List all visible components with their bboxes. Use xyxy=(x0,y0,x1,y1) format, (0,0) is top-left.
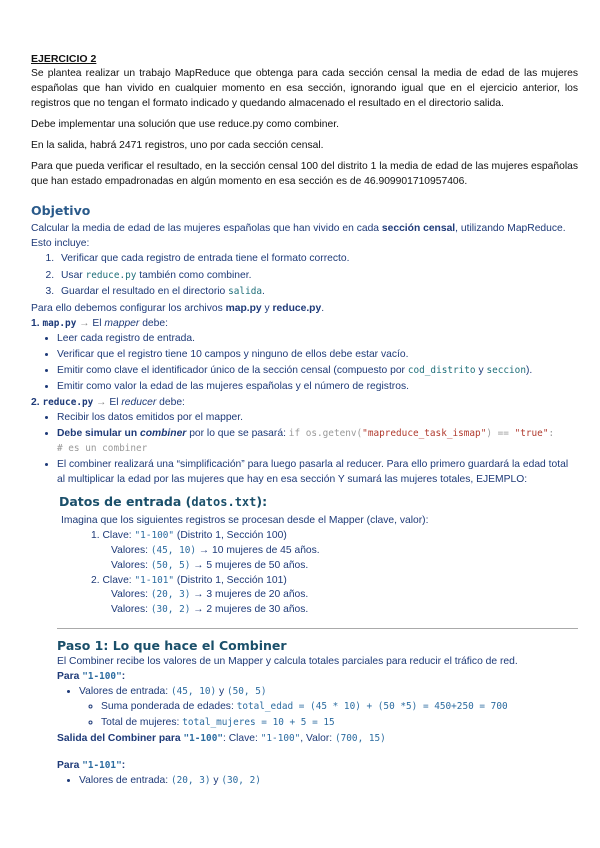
valor-code: (45, 10) xyxy=(170,686,217,698)
reducer-label-italic: reducer xyxy=(121,396,157,408)
mapper-list xyxy=(57,332,578,395)
code-getenv: if os.getenv( xyxy=(288,427,363,439)
code-colon: : xyxy=(548,427,555,439)
objetivo-step xyxy=(57,252,578,267)
mapper-item: • Leer cada registro de entrada. xyxy=(57,332,578,347)
reducer-item-text: por lo que se pasará: xyxy=(186,427,289,439)
entry-clave-desc: (Distrito 1, Sección 100) xyxy=(174,529,287,541)
mapper-item xyxy=(57,364,578,379)
datos-heading xyxy=(59,493,578,511)
salida-valor-label: , Valor: xyxy=(300,733,335,745)
reducer-item-combiner: combiner xyxy=(139,427,187,439)
datos-heading-file: datos.txt xyxy=(191,495,257,510)
valor-code: (50, 5) xyxy=(150,559,191,571)
valor-label: Valores: xyxy=(111,544,151,556)
valor-code: (20, 3) xyxy=(150,589,191,601)
mapper-heading xyxy=(31,317,578,332)
reducer-item: • Recibir los datos emitidos por el mapper. xyxy=(57,411,578,426)
para-code: "1-101" xyxy=(82,759,122,771)
step-code: reduce.py xyxy=(85,269,137,281)
paso1-total xyxy=(101,716,578,731)
datos-intro: Imagina que los siguientes registros se procesan desde el Mapper (clave, valor): xyxy=(61,514,429,526)
datos-heading-tail: ): xyxy=(256,494,268,510)
mapper-label: El xyxy=(92,318,105,330)
paso1-para-100 xyxy=(57,670,578,685)
entry-clave-label: Clave: xyxy=(102,529,135,541)
suma-code: total_edad = (45 * 10) + (50 *5) = 450+250 = 700 xyxy=(236,701,508,713)
para-colon: : xyxy=(121,759,126,771)
reducer-label-tail: debe: xyxy=(156,396,185,408)
config-file-reduce: reduce.py xyxy=(272,303,322,315)
total-code: total_mujeres = 10 + 5 = 15 xyxy=(182,717,335,729)
step-text: Usar xyxy=(61,269,86,281)
code-eq: ) == xyxy=(486,427,515,439)
reducer-file: reduce.py xyxy=(42,396,94,408)
valor-desc: → 10 mujeres de 45 años. xyxy=(196,544,320,556)
exercise-paragraph-1: Se plantea realizar un trabajo MapReduce que obtenga para cada sección censal la media de edad de las mujeres españolas que han vivido en cualquier momento en esa sección, ignorando igual que en el ejercicio anterior, los registros que no tengan el formato indicado y quedando almacenado el resultado en el directorio salida. xyxy=(31,68,578,110)
paso1-suma xyxy=(101,700,578,715)
objetivo-steps xyxy=(57,252,578,301)
objetivo-intro-bold: sección censal xyxy=(381,222,456,234)
datos-valor xyxy=(111,603,578,618)
valor-code: (30, 2) xyxy=(221,774,261,786)
exercise-paragraph-2: Debe implementar una solución que use reduce.py como combiner. xyxy=(31,118,339,130)
para-label: Para xyxy=(57,671,83,683)
datos-entry xyxy=(91,529,578,544)
valor-code: (50, 5) xyxy=(227,686,267,698)
salida-clave-label: : Clave: xyxy=(222,733,261,745)
datos-valor xyxy=(111,588,578,603)
mapper-item-end: ). xyxy=(525,365,533,377)
reducer-item xyxy=(57,427,578,457)
arrow-icon: → xyxy=(96,396,107,408)
objetivo-step xyxy=(57,269,578,284)
mapper-label-italic: mapper xyxy=(104,318,140,330)
step-text-tail: también como combiner. xyxy=(136,269,252,281)
valor-code: (30, 2) xyxy=(150,604,191,616)
reducer-item-bold: Debe simular un xyxy=(57,427,140,439)
exercise-paragraph-4: Para que pueda verificar el resultado, en la sección censal 100 del distrito 1 la media de edad de las mujeres españolas que han estado empadronadas en algún momento en esa sección es de 46.909901710957406. xyxy=(31,160,578,187)
paso1-list xyxy=(79,685,578,731)
datos-valor xyxy=(111,544,578,559)
arrow-icon: → xyxy=(79,318,90,330)
valor-code: (20, 3) xyxy=(170,774,211,786)
salida-label: Salida del Combiner para xyxy=(57,733,184,745)
mapper-label-tail: debe: xyxy=(139,318,168,330)
valor-desc: → 3 mujeres de 20 años. xyxy=(190,589,309,601)
step-text: Guardar el resultado en el directorio xyxy=(61,286,229,298)
config-text-end: . xyxy=(321,303,325,315)
valor-and: y xyxy=(216,686,227,698)
reducer-number: 2. xyxy=(31,396,40,408)
step-text: Verificar que cada registro de entrada tiene el formato correcto. xyxy=(61,252,350,264)
config-file-map: map.py xyxy=(225,303,262,315)
code-cod-distrito: cod_distrito xyxy=(407,365,476,377)
valores-label: Valores de entrada: xyxy=(79,774,171,786)
datos-valor xyxy=(111,559,578,574)
paso1-para-101 xyxy=(57,759,578,774)
suma-label: Suma ponderada de edades: xyxy=(101,701,237,713)
paso1-list-2 xyxy=(79,774,578,789)
para-colon: : xyxy=(121,671,126,683)
step-code: salida xyxy=(228,286,263,298)
entry-number: 1. xyxy=(91,529,100,541)
paso1-sublist xyxy=(101,700,578,731)
entry-clave-label: Clave: xyxy=(102,574,135,586)
salida-clave: "1-100" xyxy=(260,733,301,745)
divider xyxy=(57,628,578,629)
reducer-label: El xyxy=(109,396,122,408)
valor-label: Valores: xyxy=(111,604,151,616)
objetivo-step xyxy=(57,285,578,300)
mapper-number: 1. xyxy=(31,318,40,330)
exercise-paragraph-3: En la salida, habrá 2471 registros, uno por cada sección censal. xyxy=(31,139,324,151)
config-text: Para ello debemos configurar los archivos xyxy=(31,303,226,315)
entry-clave-code: "1-100" xyxy=(134,529,175,541)
paso1-salida xyxy=(57,732,578,747)
total-label: Total de mujeres: xyxy=(101,717,183,729)
valor-label: Valores: xyxy=(111,589,151,601)
valor-label: Valores: xyxy=(111,559,151,571)
step-text-tail: . xyxy=(262,286,265,298)
datos-heading-text: Datos de entrada ( xyxy=(59,494,192,510)
valores-label: Valores de entrada: xyxy=(79,686,171,698)
entry-number: 2. xyxy=(91,574,100,586)
paso1-intro: El Combiner recibe los valores de un Mapper y calcula totales parciales para reducir el tráfico de red. xyxy=(57,656,518,668)
paso1-heading: Paso 1: Lo que hace el Combiner xyxy=(57,638,287,654)
para-label: Para xyxy=(57,759,83,771)
mapper-item-text: Emitir como clave el identificador único de la sección censal (compuesto por xyxy=(57,365,408,377)
valor-desc: → 2 mujeres de 30 años. xyxy=(190,604,309,616)
paso1-valores xyxy=(79,685,578,731)
reducer-list xyxy=(57,411,578,488)
objetivo-config xyxy=(31,302,578,317)
datos-entry xyxy=(91,574,578,589)
config-text-and: y xyxy=(261,303,273,315)
objetivo-intro xyxy=(31,222,578,252)
objetivo-heading: Objetivo xyxy=(31,202,91,218)
objetivo-intro-tail: , utilizando MapReduce. Esto incluye: xyxy=(31,222,566,249)
exercise-title: EJERCICIO 2 xyxy=(31,53,97,65)
mapper-file: map.py xyxy=(42,318,77,330)
objetivo-section xyxy=(31,222,578,789)
mapper-item: • Emitir como valor la edad de las mujeres españolas y el número de registros. xyxy=(57,380,578,395)
entry-clave-code: "1-101" xyxy=(134,574,175,586)
entry-clave-desc: (Distrito 1, Sección 101) xyxy=(174,574,287,586)
mapper-item-and: y xyxy=(475,365,487,377)
valor-desc: → 5 mujeres de 50 años. xyxy=(190,559,309,571)
salida-code: "1-100" xyxy=(183,733,223,745)
code-seccion: seccion xyxy=(486,365,526,377)
paso1-valores-2 xyxy=(79,774,578,789)
mapper-item: • Verificar que el registro tiene 10 campos y ninguno de ellos debe estar vacío. xyxy=(57,348,578,363)
code-string-ismap: "mapreduce_task_ismap" xyxy=(362,427,487,439)
para-code: "1-100" xyxy=(82,671,122,683)
valor-and: y xyxy=(210,774,222,786)
salida-valor: (700, 15) xyxy=(335,733,386,745)
valor-code: (45, 10) xyxy=(150,544,197,556)
reducer-heading xyxy=(31,396,578,411)
reducer-item: • El combiner realizará una “simplificación” para luego pasarla al reducer. Para ello primero guardará la edad total al multiplicar la edad por las mujeres que hay en esa sección Y sumará las mujeres totales, EJEMPLO: xyxy=(57,458,578,488)
code-comment: # es un combiner xyxy=(57,442,148,454)
objetivo-intro-text: Calcular la media de edad de las mujeres españolas que han vivido en cada xyxy=(31,222,382,234)
code-string-true: "true" xyxy=(514,427,549,439)
